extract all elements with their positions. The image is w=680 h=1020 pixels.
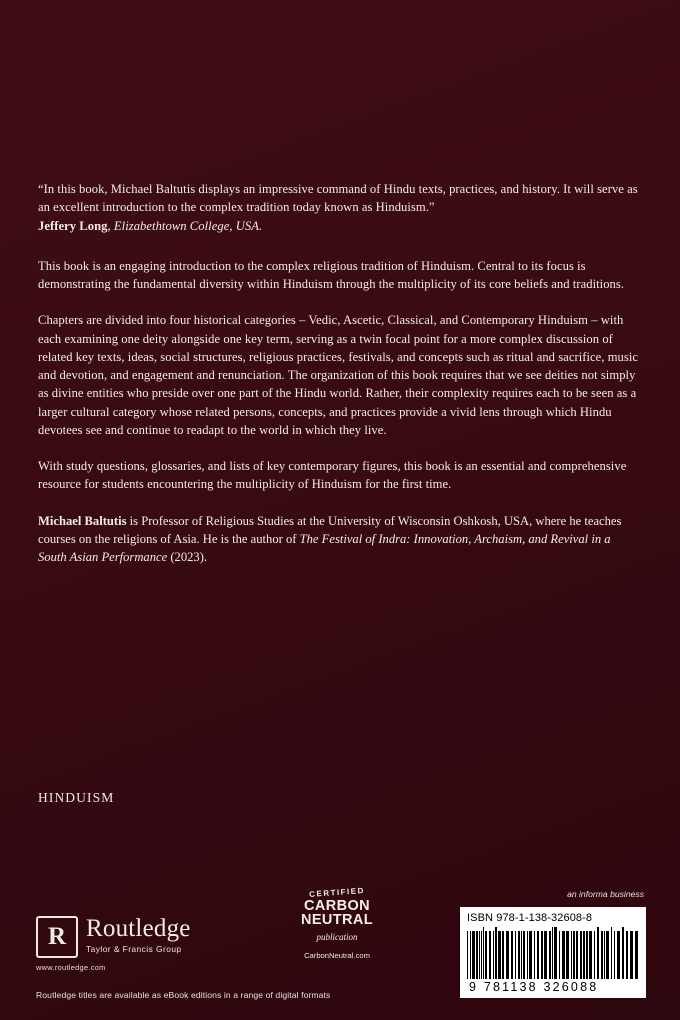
ebook-availability-note: Routledge titles are available as eBook editions in a range of digital formats	[36, 990, 331, 1000]
description-paragraph-3: With study questions, glossaries, and lists of key contemporary figures, this book is an essential and comprehensive resource for students encountering the multiplicity of Hinduism for the first time.	[38, 459, 627, 492]
routledge-logo-letter: R	[47, 922, 67, 950]
description-paragraph-1: This book is an engaging introduction to the complex religious tradition of Hinduism. Central to its focus is demonstrating the fundamental diversity within Hinduism through the multiplicity of its core beliefs and traditions.	[38, 258, 625, 291]
carbon-neutral-url: CarbonNeutral.com	[304, 951, 370, 960]
isbn-number: ISBN 978-1-138-32608-8	[467, 912, 593, 924]
publisher-name: Routledge	[86, 915, 191, 942]
carbon-neutral-badge	[291, 888, 383, 960]
endorsement-affiliation: , Elizabethtown College, USA.	[107, 218, 263, 233]
author-previous-work-title: The Festival of Indra: Innovation, Archaism, and Revival in a South Asian Performance	[38, 531, 611, 564]
routledge-logo-text	[86, 916, 191, 954]
author-bio-text-before: is Professor of Religious Studies at the University of Wisconsin Oshkosh, USA, where he teaches courses on the religions of Asia. He is the author of	[38, 513, 622, 546]
endorsement-quote: “In this book, Michael Baltutis displays an impressive command of Hindu texts, practices, and history. It will serve as an excellent introduction to the complex tradition today known as Hinduism.”	[38, 182, 638, 215]
carbon-line-2: NEUTRAL	[300, 912, 374, 928]
cover-text-block	[38, 180, 642, 566]
author-bio	[38, 512, 642, 567]
carbon-line-1: CARBON	[303, 898, 371, 914]
isbn-barcode-block	[460, 907, 646, 998]
publisher-imprint: Taylor & Francis Group	[86, 944, 182, 954]
informa-business-note: an informa business	[567, 889, 644, 899]
endorsement-quote-block	[38, 180, 642, 235]
description-paragraph-2: Chapters are divided into four historical categories – Vedic, Ascetic, Classical, and Contemporary Hinduism – with each examining one deity alongside one key term, serving as a twin focal point for a more complex discussion of related key texts, ideas, social structures, religious practices, festivals, and concepts such as ritual and sacrifice, music and devotion, and engagement and renunciation. The organization of this book requires that we see deities not simply as divine entities who preside over one part of the Hindu world. Rather, their complexity requires each to be seen as a larger cultural category whose related persons, concepts, and practices provide a vivid lens through which Hindu devotees see and continue to readapt to the world in which they live.	[38, 313, 639, 437]
barcode-digits: 9 781138 326088	[469, 980, 599, 994]
endorsement-author: Jeffery Long	[38, 218, 108, 233]
cover-footer	[0, 880, 680, 1020]
routledge-r-icon	[36, 916, 78, 958]
publisher-website: www.routledge.com	[36, 963, 106, 972]
author-bio-text-after: (2023).	[167, 550, 208, 564]
carbon-neutral-icon	[298, 888, 376, 948]
carbon-publication-label: publication	[316, 932, 358, 942]
carbon-certified-label: CERTIFIED	[308, 886, 366, 899]
barcode-icon	[467, 927, 639, 979]
carbon-neutral-label	[298, 899, 376, 927]
series-label: HINDUISM	[38, 790, 115, 805]
author-name: Michael Baltutis	[38, 513, 127, 528]
routledge-logo	[36, 916, 191, 958]
